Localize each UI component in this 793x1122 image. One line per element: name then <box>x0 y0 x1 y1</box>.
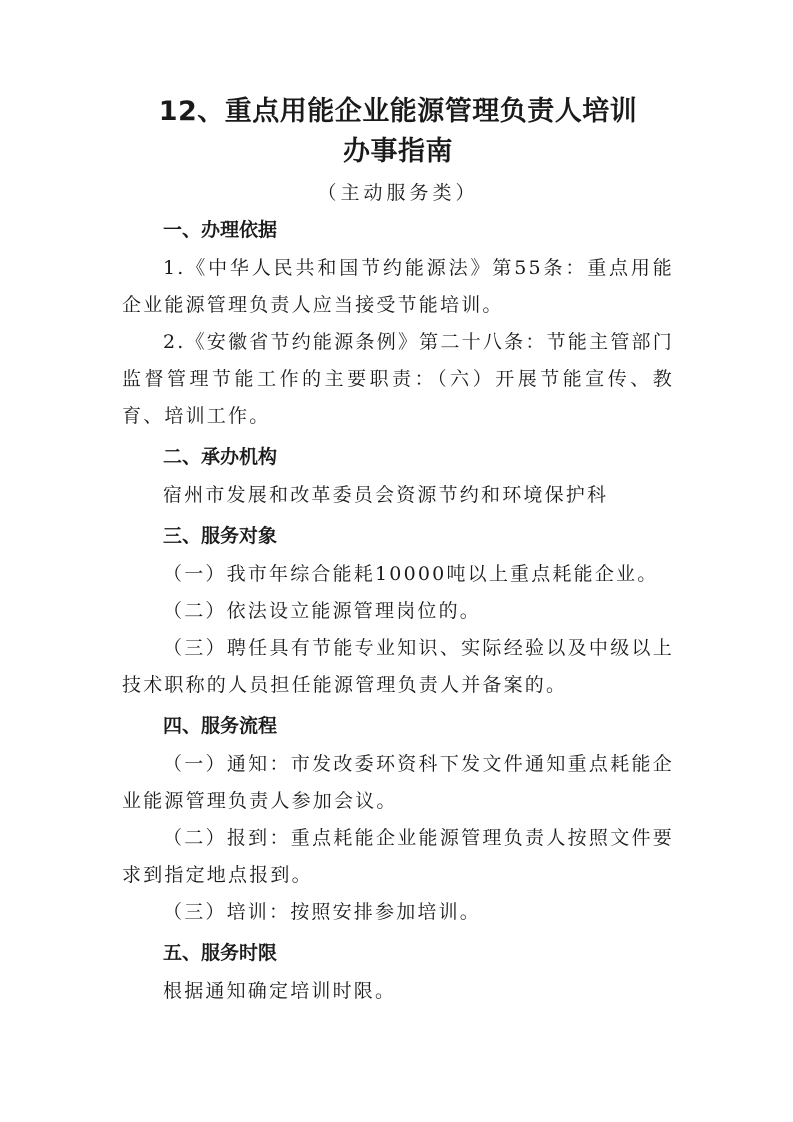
document-page <box>122 92 674 1010</box>
section-target <box>122 518 674 704</box>
paragraph: 1.《中华人民共和国节约能源法》第55条：重点用能企业能源管理负责人应当接受节能培训。 <box>122 257 674 316</box>
section-time-limit <box>122 935 674 1010</box>
section-heading: 五、服务时限 <box>163 942 278 964</box>
title-line-1: 12、重点用能企业能源管理负责人培训 <box>158 96 638 127</box>
section-agency <box>122 439 674 514</box>
title-line-2: 办事指南 <box>343 136 453 167</box>
paragraph: （三）聘任具有节能专业知识、实际经验以及中级以上技术职称的人员担任能源管理负责人并备案的。 <box>122 637 674 696</box>
paragraph: 根据通知确定培训时限。 <box>163 980 397 1002</box>
paragraph: 2.《安徽省节约能源条例》第二十八条：节能主管部门监督管理节能工作的主要职责：（六）开展节能宣传、教育、培训工作。 <box>122 331 674 427</box>
document-title <box>122 92 674 172</box>
paragraph: （一）通知：市发改委环资科下发文件通知重点耗能企业能源管理负责人参加会议。 <box>122 753 674 812</box>
paragraph: （二）依法设立能源管理岗位的。 <box>163 600 482 622</box>
section-heading: 二、承办机构 <box>163 446 278 468</box>
paragraph: （二）报到：重点耗能企业能源管理负责人按照文件要求到指定地点报到。 <box>122 827 674 886</box>
paragraph: 宿州市发展和改革委员会资源节约和环境保护科 <box>163 484 609 506</box>
section-heading: 一、办理依据 <box>163 219 278 241</box>
section-heading: 三、服务对象 <box>163 525 278 547</box>
section-basis <box>122 212 674 435</box>
section-process <box>122 708 674 931</box>
paragraph: （三）培训：按照安排参加培训。 <box>163 901 482 923</box>
paragraph: （一）我市年综合能耗10000吨以上重点耗能企业。 <box>163 563 659 585</box>
document-subtitle: （主动服务类） <box>317 182 479 204</box>
section-heading: 四、服务流程 <box>163 715 278 737</box>
